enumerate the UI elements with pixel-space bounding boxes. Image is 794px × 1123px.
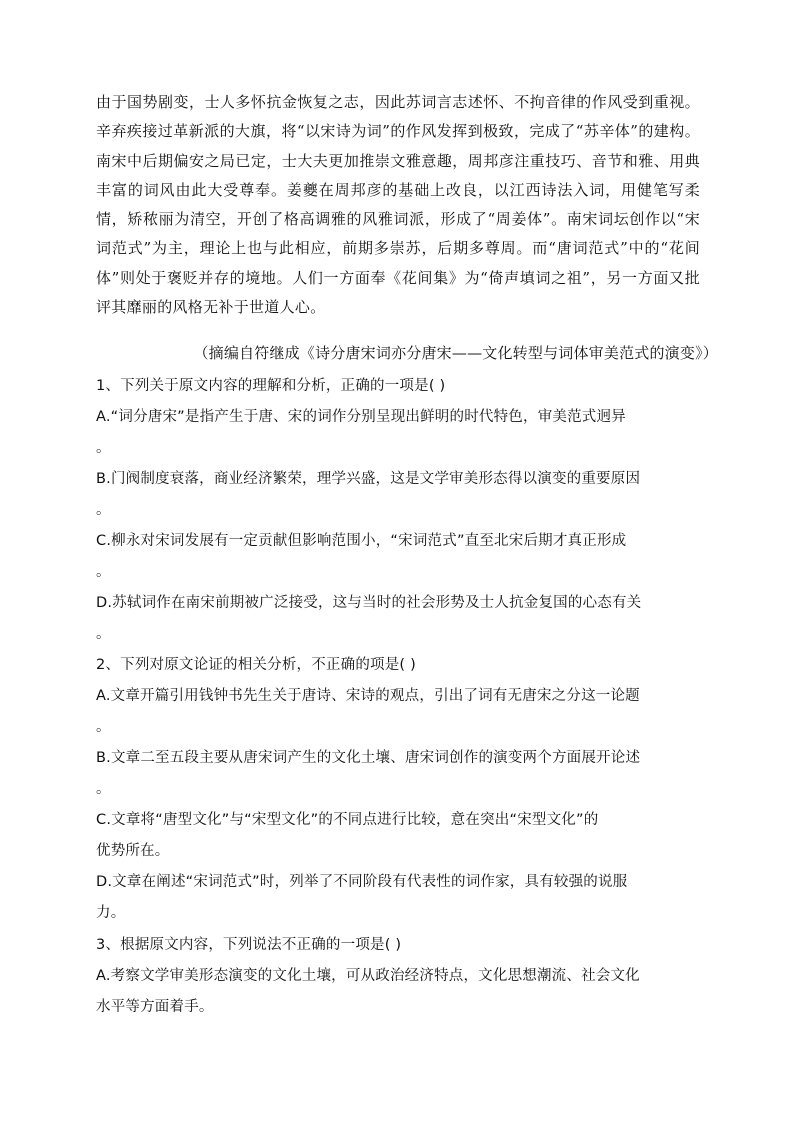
option-b-tail: 。 bbox=[96, 502, 111, 518]
passage-paragraph: 由于国势剧变，士人多怀抗金恢复之志，因此苏词言志述怀、不拘音律的作风受到重视。辛弃疾接过革新派的大旗，将“以宋诗为词”的作风发挥到极致，完成了“苏辛体”的建构。南宋中后期偏安之局已定，士大夫更加推崇文雅意趣，周邦彦注重技巧、音节和雅、用典丰富的词风由此大受尊奉。姜夔在周邦彦的基础上改良，以江西诗法入词，用健笔写柔情，矫秾丽为清空，开创了格高调雅的风雅词派，形成了“周姜体”。南宋词坛创作以“宋词范式”为主，理论上也与此相应，前期多崇苏，后期多尊周。而“唐词范式”中的“花间体”则处于褒贬并存的境地。人们一方面奉《花间集》为“倚声填词之祖”，另一方面又批评其靡丽的风格无补于世道人心。 bbox=[96, 93, 700, 317]
question-3 bbox=[96, 930, 700, 1023]
option-a: A.文章开篇引用钱钟书先生关于唐诗、宋诗的观点，引出了词有无唐宋之分这一论题 bbox=[96, 688, 640, 704]
option-a-tail: 。 bbox=[96, 719, 111, 735]
option-a: A.“词分唐宋”是指产生于唐、宋的词作分别呈现出鲜明的时代特色，审美范式迥异 bbox=[96, 409, 626, 425]
option-d: D.苏轼词作在南宋前期被广泛接受，这与当时的社会形势及士人抗金复国的心态有关 bbox=[96, 595, 642, 611]
option-d: D.文章在阐述“宋词范式”时，列举了不同阶段有代表性的词作家，具有较强的说服 bbox=[96, 874, 628, 890]
option-b-tail: 。 bbox=[96, 781, 111, 797]
question-stem: 1、下列关于原文内容的理解和分析，正确的一项是( ) bbox=[96, 378, 446, 394]
option-a-tail: 。 bbox=[96, 440, 111, 456]
option-a: A.考察文学审美形态演变的文化土壤，可从政治经济特点，文化思想潮流、社会文化 bbox=[96, 968, 640, 984]
option-d-tail: 。 bbox=[96, 626, 111, 642]
option-c-tail: 。 bbox=[96, 564, 111, 580]
option-a-tail: 水平等方面着手。 bbox=[96, 999, 214, 1015]
question-stem: 2、下列对原文论证的相关分析，不正确的项是( ) bbox=[96, 657, 416, 673]
question-stem: 3、根据原文内容，下列说法不正确的一项是( ) bbox=[96, 937, 402, 953]
question-1 bbox=[96, 371, 700, 650]
option-c: C.文章将“唐型文化”与“宋型文化”的不同点进行比较，意在突出“宋型文化”的 bbox=[96, 812, 599, 828]
option-b: B.门阀制度衰落，商业经济繁荣，理学兴盛，这是文学审美形态得以演变的重要原因 bbox=[96, 471, 641, 487]
option-c-tail: 优势所在。 bbox=[96, 843, 170, 859]
option-c: C.柳永对宋词发展有一定贡献但影响范围小，“宋词范式”直至北宋后期才真正形成 bbox=[96, 533, 627, 549]
passage-source-citation: （摘编自符继成《诗分唐宋词亦分唐宋——文化转型与词体审美范式的演变》） bbox=[193, 344, 718, 362]
option-b: B.文章二至五段主要从唐宋词产生的文化土壤、唐宋词创作的演变两个方面展开论述 bbox=[96, 750, 641, 766]
question-2 bbox=[96, 650, 700, 929]
option-d-tail: 力。 bbox=[96, 905, 126, 921]
